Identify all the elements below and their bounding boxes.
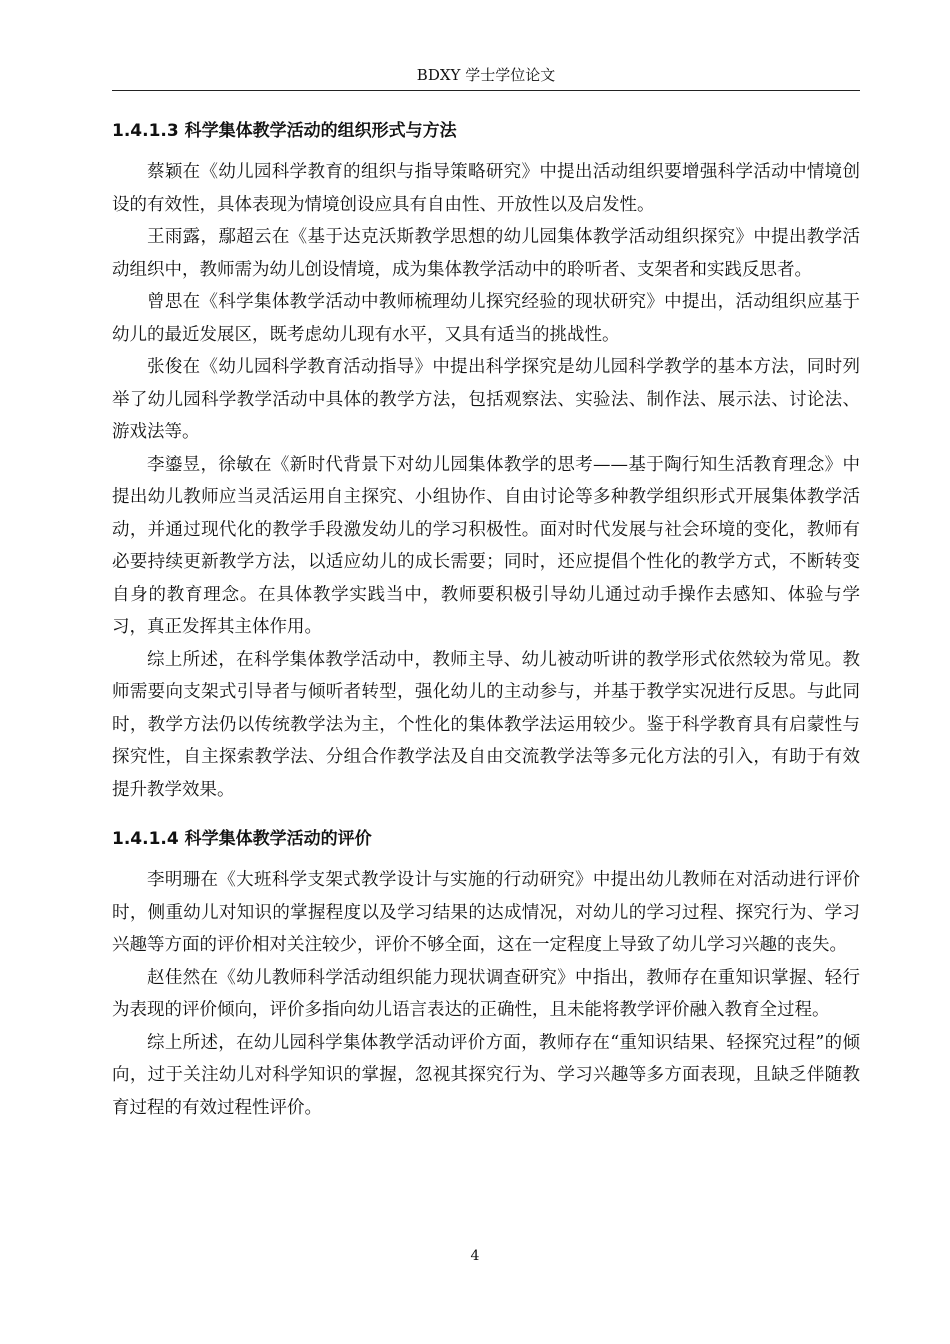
paragraph: 蔡颖在《幼儿园科学教育的组织与指导策略研究》中提出活动组织要增强科学活动中情境创设的有效性，具体表现为情境创设应具有自由性、开放性以及启发性。 xyxy=(112,162,860,215)
paragraph: 李鎏昱，徐敏在《新时代背景下对幼儿园集体教学的思考——基于陶行知生活教育理念》中提出幼儿教师应当灵活运用自主探究、小组协作、自由讨论等多种教学组织形式开展集体教学活动，并通过现代化的教学手段激发幼儿的学习积极性。面对时代发展与社会环境的变化，教师有必要持续更新教学方法，以适应幼儿的成长需要；同时，还应提倡个性化的教学方式，不断转变自身的教育理念。在具体教学实践当中，教师要积极引导幼儿通过动手操作去感知、体验与学习，真正发挥其主体作用。 xyxy=(112,454,860,637)
paragraph: 李明珊在《大班科学支架式教学设计与实施的行动研究》中提出幼儿教师在对活动进行评价时，侧重幼儿对知识的掌握程度以及学习结果的达成情况，对幼儿的学习过程、探究行为、学习兴趣等方面的评价相对关注较少，评价不够全面，这在一定程度上导致了幼儿学习兴趣的丧失。 xyxy=(112,870,860,955)
section-evaluation xyxy=(112,824,860,1124)
paragraph: 综上所述，在幼儿园科学集体教学活动评价方面，教师存在“重知识结果、轻探究过程”的倾向，过于关注幼儿对科学知识的掌握，忽视其探究行为、学习兴趣等多方面表现，且缺乏伴随教育过程的有效过程性评价。 xyxy=(112,1032,860,1118)
section-heading: 1.4.1.4 科学集体教学活动的评价 xyxy=(112,829,372,849)
paragraph: 赵佳然在《幼儿教师科学活动组织能力现状调查研究》中指出，教师存在重知识掌握、轻行为表现的评价倾向，评价多指向幼儿语言表达的正确性，且未能将教学评价融入教育全过程。 xyxy=(112,967,860,1020)
paragraph: 综上所述，在科学集体教学活动中，教师主导、幼儿被动听讲的教学形式依然较为常见。教师需要向支架式引导者与倾听者转型，强化幼儿的主动参与，并基于教学实况进行反思。与此同时，教学方法仍以传统教学法为主，个性化的集体教学法运用较少。鉴于科学教育具有启蒙性与探究性，自主探索教学法、分组合作教学法及自由交流教学法等多元化方法的引入，有助于有效提升教学效果。 xyxy=(112,649,860,800)
paragraph: 王雨露，鄢超云在《基于达克沃斯教学思想的幼儿园集体教学活动组织探究》中提出教学活动组织中，教师需为幼儿创设情境，成为集体教学活动中的聆听者、支架者和实践反思者。 xyxy=(112,227,860,280)
paragraph: 曾思在《科学集体教学活动中教师梳理幼儿探究经验的现状研究》中提出，活动组织应基于幼儿的最近发展区，既考虑幼儿现有水平，又具有适当的挑战性。 xyxy=(112,292,860,345)
section-spacer xyxy=(112,806,860,824)
document-body xyxy=(112,116,860,1124)
section-heading: 1.4.1.3 科学集体教学活动的组织形式与方法 xyxy=(112,121,457,141)
page-header: BDXY 学士学位论文 xyxy=(112,64,860,91)
section-organization-methods xyxy=(112,116,860,806)
page-number: 4 xyxy=(470,1248,480,1264)
paragraph: 张俊在《幼儿园科学教育活动指导》中提出科学探究是幼儿园科学教学的基本方法，同时列举了幼儿园科学教学活动中具体的教学方法，包括观察法、实验法、制作法、展示法、讨论法、游戏法等。 xyxy=(112,357,860,442)
